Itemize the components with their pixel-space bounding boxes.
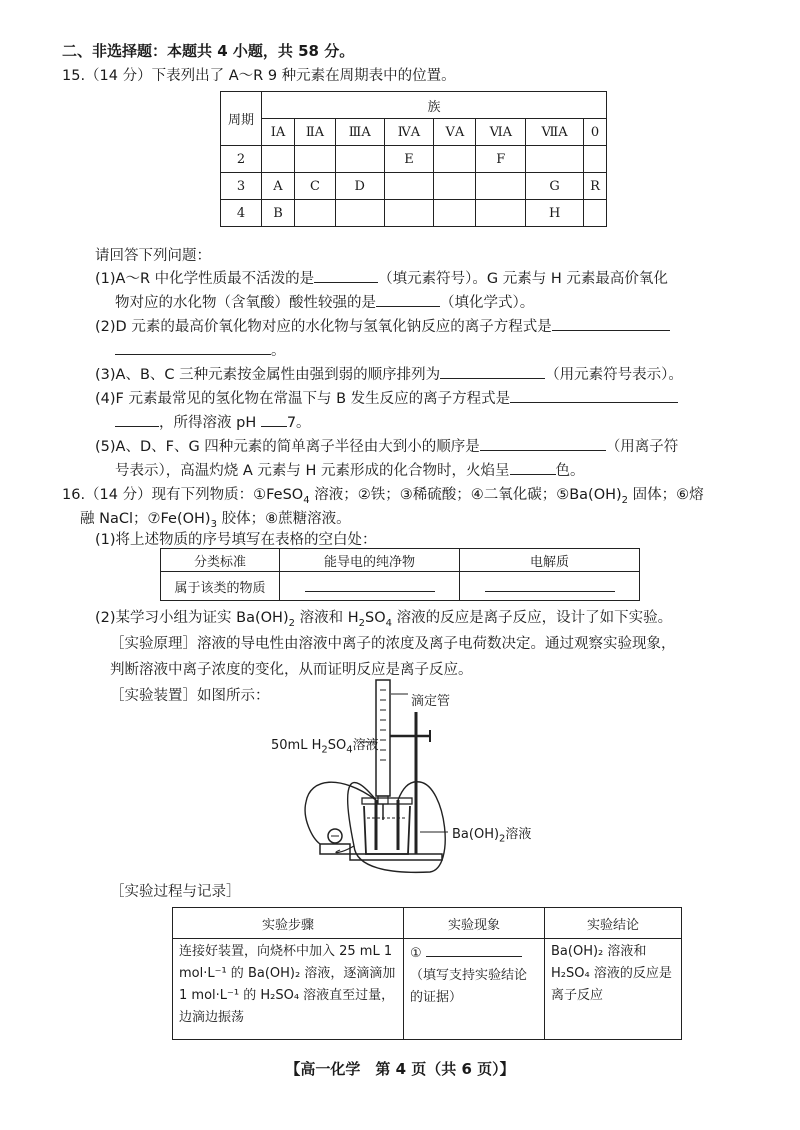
experiment-table <box>172 907 682 1040</box>
q15-part4-line1 <box>95 387 678 408</box>
figure-label-burette: 滴定管 <box>411 694 451 709</box>
element-cell: F <box>476 146 526 173</box>
answer-blank[interactable] <box>510 459 556 475</box>
fig-base-sub: 2 <box>499 833 506 845</box>
answer-blank[interactable] <box>314 267 378 283</box>
q16-intro-e: 胶体；⑧蔗糖溶液。 <box>216 511 351 527</box>
q15-part5-line1 <box>95 435 678 456</box>
page-footer: 【高一化学 第 4 页（共 6 页）】 <box>285 1060 515 1078</box>
period-cell: 2 <box>221 146 262 173</box>
bulb-base <box>320 844 350 854</box>
element-cell <box>295 200 336 227</box>
element-cell <box>295 146 336 173</box>
element-cell <box>434 173 476 200</box>
q16-intro-a: 16.（14 分）现有下列物质：①FeSO <box>62 487 304 503</box>
fig-acid-sub1: 2 <box>321 744 328 756</box>
q16-p2c-sub: 4 <box>385 617 392 629</box>
element-cell: B <box>262 200 295 227</box>
class-answer-electrolyte[interactable] <box>460 572 640 601</box>
answer-blank[interactable] <box>376 291 440 307</box>
table-row <box>221 173 607 200</box>
principle-line2: 判断溶液中离子浓度的变化，从而证明反应是离子反应。 <box>110 662 473 678</box>
q15-p1d: （填化学式）。 <box>440 295 535 311</box>
element-cell <box>335 200 384 227</box>
q16-intro-d: 融 NaCl；⑦Fe(OH) <box>80 511 211 527</box>
q16-part1: (1)将上述物质的序号填写在表格的空白处： <box>95 532 377 548</box>
q15-p2b: 。 <box>271 343 286 359</box>
q16-intro-c: 固体；⑥熔 <box>628 487 704 503</box>
answer-blank[interactable] <box>510 387 678 403</box>
stand-base <box>350 854 442 860</box>
q16-intro-b: 溶液；②铁；③稀硫酸；④二氧化碳；⑤Ba(OH) <box>309 487 622 503</box>
element-cell <box>384 173 434 200</box>
q15-part2-line2 <box>115 339 286 360</box>
exp-phenomenon-num: ① <box>410 946 422 961</box>
table-row <box>221 146 607 173</box>
exp-step-cell <box>173 939 404 1040</box>
circuit-wire <box>348 782 446 873</box>
figure-label-acid <box>271 734 379 756</box>
q16-intro-line2 <box>80 507 351 530</box>
process-label: ［实验过程与记录］ <box>110 884 241 900</box>
element-cell: E <box>384 146 434 173</box>
q16-intro-d-sub: 3 <box>210 518 217 530</box>
answer-blank[interactable] <box>115 339 271 355</box>
group-cell: ⅦA <box>526 119 584 146</box>
q15-p4b: ，所得溶液 pH <box>159 415 257 431</box>
answer-blank[interactable] <box>115 411 159 427</box>
section-title: 二、非选择题：本题共 4 小题，共 58 分。 <box>62 42 355 60</box>
q15-p1a: (1)A～R 中化学性质最不活泼的是 <box>95 271 315 287</box>
group-cell: ⅢA <box>335 119 384 146</box>
q15-p1b: （填元素符号）。G 元素与 H 元素最高价氧化 <box>378 271 668 287</box>
q15-intro: 15.（14 分）下表列出了 A～R 9 种元素在周期表中的位置。 <box>62 68 456 84</box>
fig-acid-sub2: 4 <box>346 744 353 756</box>
q16-intro-b-sub: 2 <box>621 494 629 506</box>
q15-p5d: 色。 <box>555 463 585 479</box>
element-cell <box>262 146 295 173</box>
group-cell: ⅠA <box>262 119 295 146</box>
group-cell: ⅣA <box>384 119 434 146</box>
answer-blank[interactable] <box>485 576 615 592</box>
element-cell <box>476 200 526 227</box>
q15-part5-line2 <box>115 459 585 480</box>
period-cell: 3 <box>221 173 262 200</box>
q15-part3 <box>95 363 683 384</box>
q15-p4c: 7。 <box>286 415 311 431</box>
element-cell <box>434 200 476 227</box>
fig-base-a: Ba(OH) <box>452 827 500 842</box>
beaker <box>364 806 410 854</box>
group-cell: ⅥA <box>476 119 526 146</box>
q16-p2a: (2)某学习小组为证实 Ba(OH) <box>95 610 289 626</box>
answer-blank[interactable] <box>305 576 435 592</box>
class-header-conductive: 能导电的纯净物 <box>280 549 460 572</box>
exp-conclusion-cell <box>545 939 682 1040</box>
q16-part2 <box>95 606 672 629</box>
q15-p2a: (2)D 元素的最高价氧化物对应的水化物与氢氧化钠反应的离子方程式是 <box>95 319 552 335</box>
element-cell <box>434 146 476 173</box>
answer-blank[interactable] <box>552 315 670 331</box>
q15-p1c: 物对应的水化物（含氧酸）酸性较强的是 <box>115 295 376 311</box>
element-cell: A <box>262 173 295 200</box>
q15-prompt: 请回答下列问题： <box>95 248 211 264</box>
element-cell: D <box>335 173 384 200</box>
q15-part4-line2 <box>115 411 311 432</box>
element-cell <box>335 146 384 173</box>
q16-p2b: 溶液和 H <box>295 610 359 626</box>
exp-header-phenomenon: 实验现象 <box>404 908 545 939</box>
q15-part1-line1 <box>95 267 668 288</box>
element-cell <box>583 200 606 227</box>
q15-p5a: (5)A、D、F、G 四种元素的简单离子半径由大到小的顺序是 <box>95 439 480 455</box>
group-header: 族 <box>262 92 607 119</box>
fig-acid-c: 溶液 <box>352 738 379 753</box>
period-cell: 4 <box>221 200 262 227</box>
q15-p5b: （用离子符 <box>605 439 679 455</box>
element-cell: R <box>583 173 606 200</box>
element-cell: H <box>526 200 584 227</box>
exp-phenomenon-note: （填写支持实验结论的证据） <box>410 968 528 1005</box>
period-header: 周期 <box>221 92 262 146</box>
q15-p3a: (3)A、B、C 三种元素按金属性由强到弱的顺序排列为 <box>95 367 441 383</box>
exp-header-step: 实验步骤 <box>173 908 404 939</box>
class-answer-conductive[interactable] <box>280 572 460 601</box>
exp-header-conclusion: 实验结论 <box>545 908 682 939</box>
q16-p2d: 溶液的反应是离子反应，设计了如下实验。 <box>392 610 673 626</box>
q16-p2b-sub: 2 <box>358 617 365 629</box>
q16-p2c: SO <box>365 610 386 626</box>
exp-conclusion-text: Ba(OH)₂ 溶液和 H₂SO₄ 溶液的反应是离子反应 <box>551 944 672 1003</box>
q16-p2a-sub: 2 <box>288 617 295 629</box>
class-header-standard: 分类标准 <box>161 549 280 572</box>
table-row <box>221 200 607 227</box>
q15-p4a: (4)F 元素最常见的氢化物在常温下与 B 发生反应的离子方程式是 <box>95 391 511 407</box>
answer-blank[interactable] <box>440 363 545 379</box>
answer-blank[interactable] <box>480 435 606 451</box>
element-cell <box>384 200 434 227</box>
exp-step-text: 连接好装置，向烧杯中加入 25 mL 1 mol·L⁻¹ 的 Ba(OH)₂ 溶液，逐滴滴加 1 mol·L⁻¹ 的 H₂SO₄ 溶液直至过量，边滴边振荡 <box>179 944 396 1025</box>
element-cell: C <box>295 173 336 200</box>
answer-blank[interactable] <box>426 941 522 957</box>
element-cell: G <box>526 173 584 200</box>
q15-part1-line2 <box>115 291 534 312</box>
figure-label-base <box>452 823 531 845</box>
q15-p5c: 号表示），高温灼烧 A 元素与 H 元素形成的化合物时，火焰呈 <box>115 463 510 479</box>
element-cell <box>583 146 606 173</box>
principle-line1: ［实验原理］溶液的导电性由溶液中离子的浓度及离子电荷数决定。通过观察实验现象， <box>110 636 676 652</box>
class-row-label: 属于该类的物质 <box>161 572 280 601</box>
group-row <box>221 119 607 146</box>
class-header-electrolyte: 电解质 <box>460 549 640 572</box>
q16-intro-a-sub: 4 <box>303 494 310 506</box>
classification-table <box>160 548 640 601</box>
element-cell <box>476 173 526 200</box>
element-cell <box>526 146 584 173</box>
periodic-table <box>220 91 607 227</box>
apparatus-label: ［实验装置］如图所示： <box>110 688 270 704</box>
fig-base-b: 溶液 <box>505 827 532 842</box>
q15-part2-line1 <box>95 315 670 336</box>
apparatus-diagram <box>280 678 540 878</box>
group-cell: 0 <box>583 119 606 146</box>
fig-acid-b: SO <box>327 738 347 753</box>
exp-phenomenon-line <box>410 941 538 965</box>
fig-acid-a: 50mL H <box>271 738 322 753</box>
group-cell: ⅡA <box>295 119 336 146</box>
exp-phenomenon-cell[interactable] <box>404 939 545 1040</box>
q16-intro-line1 <box>62 483 704 506</box>
answer-blank[interactable] <box>261 411 287 427</box>
q15-p3b: （用元素符号表示）。 <box>545 367 683 383</box>
group-cell: ⅤA <box>434 119 476 146</box>
